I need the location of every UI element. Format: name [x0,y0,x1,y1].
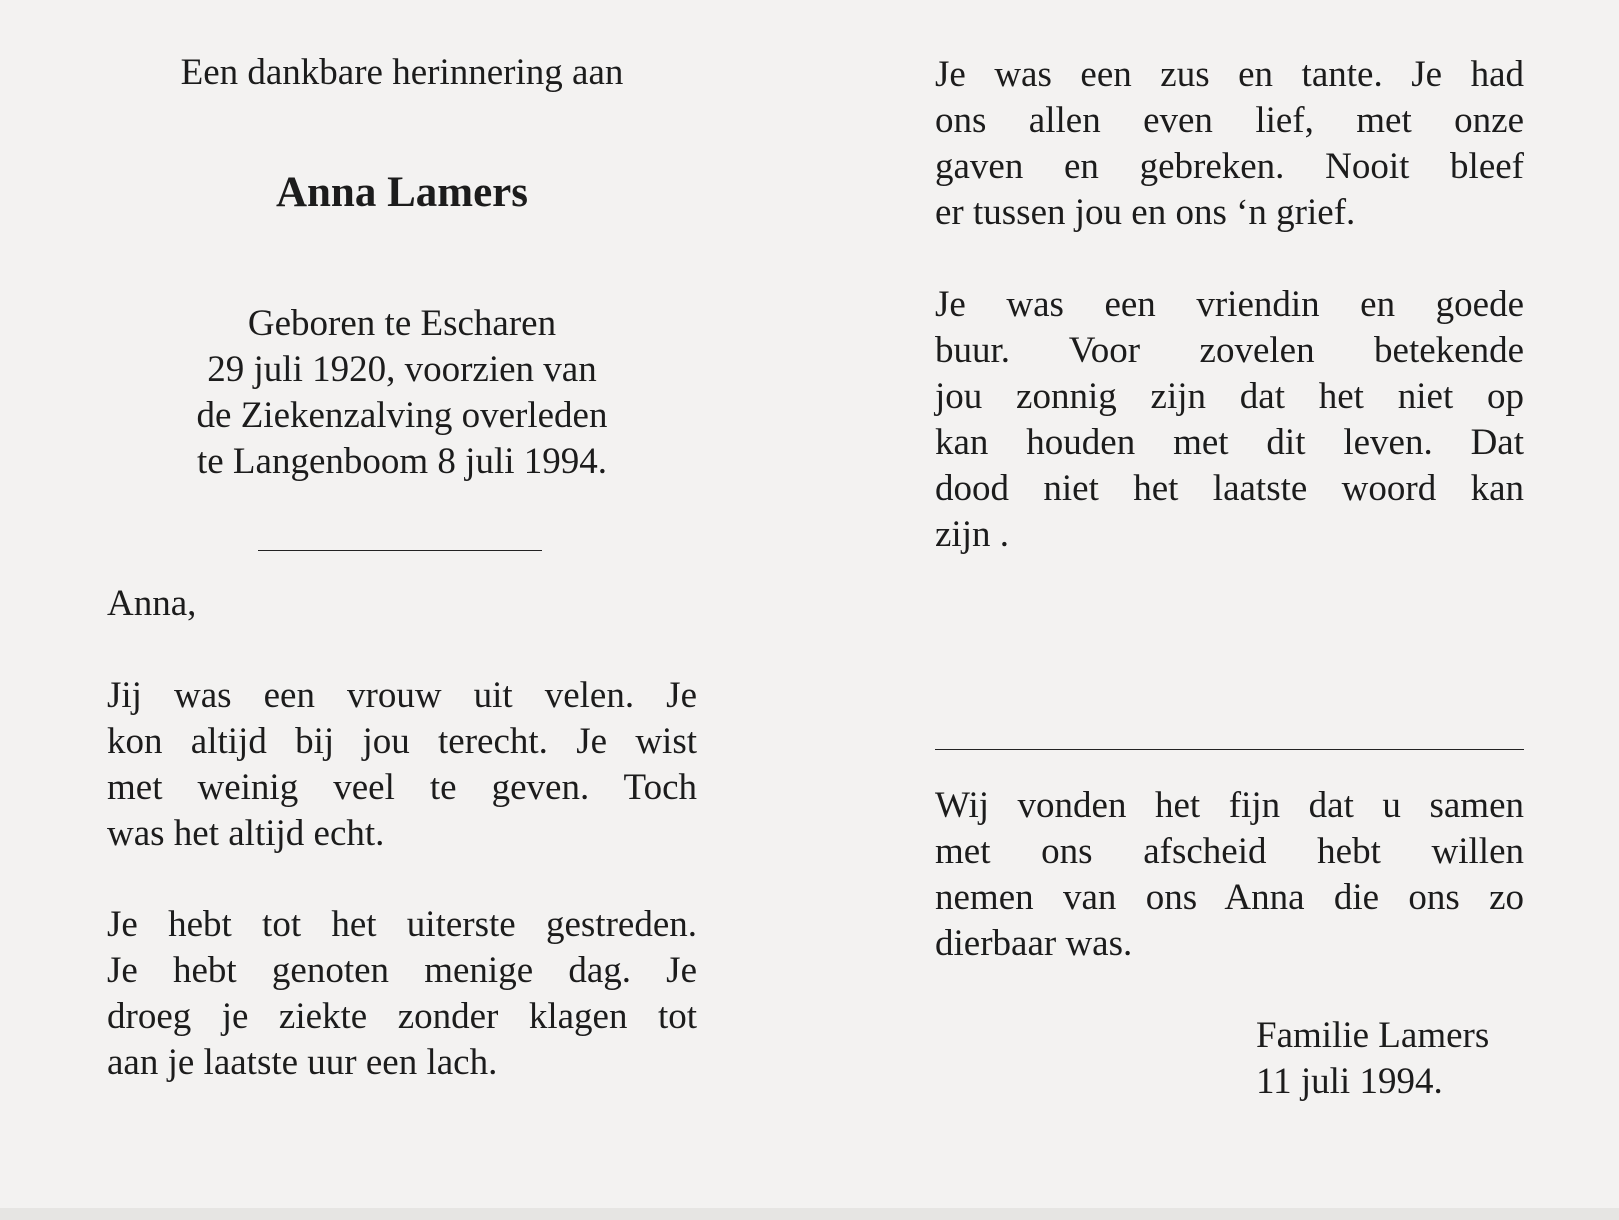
card-bottom-edge [0,1208,1619,1220]
poem-line: dood niet het laatste woord kan [935,468,1524,509]
poem-line: kan houden met dit leven. Dat [935,422,1524,463]
salutation: Anna, [107,583,197,624]
poem-line: buur. Voor zovelen betekende [935,330,1524,371]
poem-line: Je hebt genoten menige dag. Je [107,950,697,991]
birth-line: de Ziekenzalving overleden [196,395,608,436]
birth-line: te Langenboom 8 juli 1994. [196,441,608,482]
poem-line: Je was een vriendin en goede [935,284,1524,325]
poem-line: was het altijd echt. [107,813,385,854]
divider-left [258,550,542,551]
signature-date: 11 juli 1994. [1256,1061,1443,1102]
birth-line: 29 juli 1920, voorzien van [207,349,597,390]
poem-line: met weinig veel te geven. Toch [107,767,697,808]
poem-line: Jij was een vrouw uit velen. Je [107,675,697,716]
poem-line: Je was een zus en tante. Je had [935,54,1524,95]
poem-line: gaven en gebreken. Nooit bleef [935,146,1524,187]
thanks-line: Wij vonden het fijn dat u samen [935,785,1524,826]
poem-line: kon altijd bij jou terecht. Je wist [107,721,697,762]
thanks-line: met ons afscheid hebt willen [935,831,1524,872]
poem-line: ons allen even lief, met onze [935,100,1524,141]
intro-line: Een dankbare herinnering aan [180,52,624,93]
family-signature: Familie Lamers [1256,1015,1490,1056]
poem-line: zijn . [935,514,1009,555]
thanks-line: nemen van ons Anna die ons zo [935,877,1524,918]
divider-right [935,749,1524,750]
deceased-name: Anna Lamers [275,169,529,216]
poem-line: aan je laatste uur een lach. [107,1042,498,1083]
birth-line: Geboren te Escharen [247,303,557,344]
poem-line: Je hebt tot het uiterste gestreden. [107,904,697,945]
poem-line: jou zonnig zijn dat het niet op [935,376,1524,417]
poem-line: droeg je ziekte zonder klagen tot [107,996,697,1037]
thanks-line: dierbaar was. [935,923,1133,964]
poem-line: er tussen jou en ons ‘n grief. [935,192,1356,233]
